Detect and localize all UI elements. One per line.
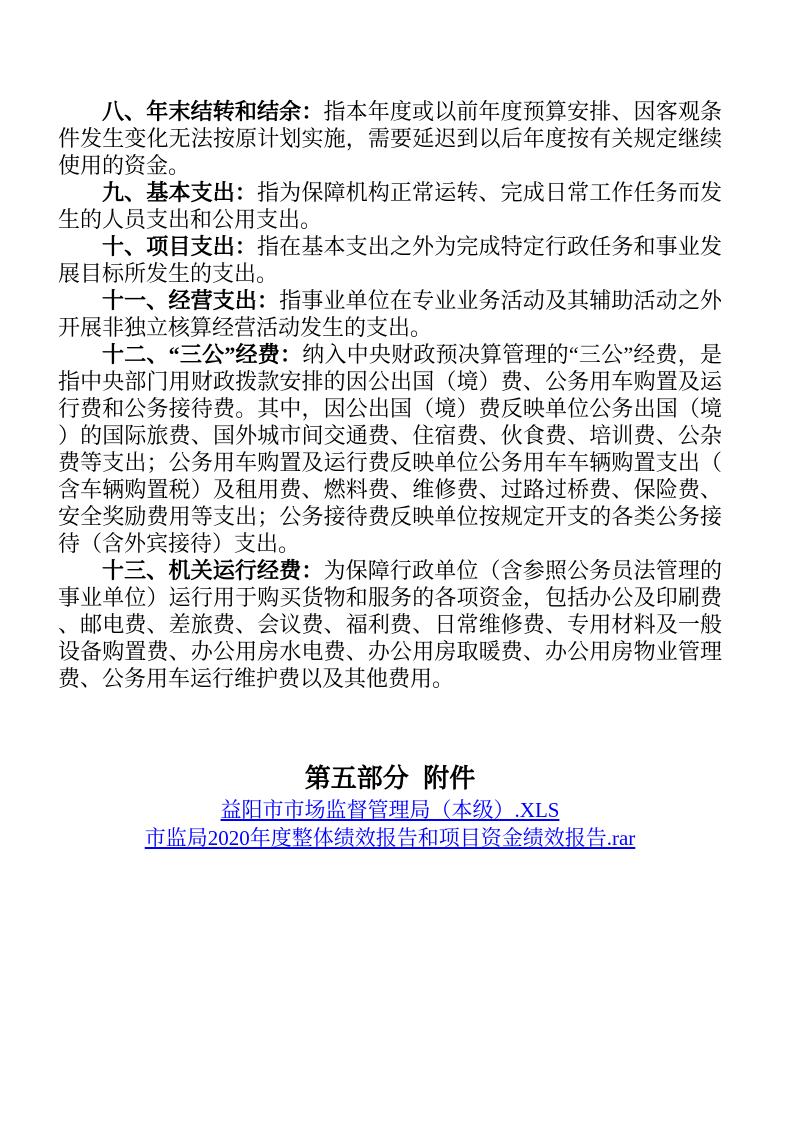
definition-term: 十一、经营支出：: [102, 288, 280, 313]
definition-body: 指在基本支出之外为完成特定行政任务和事业发展目标所发生的支出。: [58, 234, 722, 286]
definition-paragraph: [58, 98, 722, 179]
definition-body: 指为保障机构正常运转、完成日常工作任务而发生的人员支出和公用支出。: [58, 180, 722, 232]
attachment-link-rar[interactable]: 市监局2020年度整体绩效报告和项目资金绩效报告.rar: [144, 826, 636, 850]
definition-paragraph: [58, 341, 722, 557]
definition-body: 为保障行政单位（含参照公务员法管理的事业单位）运行用于购买货物和服务的各项资金，包括办公及印刷费、邮电费、差旅费、会议费、福利费、日常维修费、专用材料及一般设备购置费、办公用房水电费、办公用房取暖费、办公用房物业管理费、公务用车运行维护费以及其他费用。: [58, 558, 722, 691]
definition-body: 指本年度或以前年度预算安排、因客观条件发生变化无法按原计划实施，需要延迟到以后年度按有关规定继续使用的资金。: [58, 99, 722, 178]
definition-paragraph: [58, 179, 722, 233]
definition-paragraph: [58, 233, 722, 287]
attachment-link-xls[interactable]: 益阳市市场监督管理局（本级）.XLS: [220, 798, 560, 822]
definition-body: 指事业单位在专业业务活动及其辅助活动之外开展非独立核算经营活动发生的支出。: [58, 288, 722, 340]
section-title: 第五部分 附件: [304, 764, 476, 793]
definition-term: 十二、“三公”经费：: [102, 342, 303, 367]
definition-paragraph: [58, 287, 722, 341]
definition-term: 十三、机关运行经费：: [102, 558, 324, 583]
definition-term: 十、项目支出：: [102, 234, 258, 259]
definition-paragraph: [58, 557, 722, 692]
definition-term: 九、基本支出：: [102, 180, 258, 205]
definition-body: 纳入中央财政预决算管理的“三公”经费，是指中央部门用财政拨款安排的因公出国（境）费、公务用车购置及运行费和公务接待费。其中，因公出国（境）费反映单位公务出国（境）的国际旅费、国外城市间交通费、住宿费、伙食费、培训费、公杂费等支出；公务用车购置及运行费反映单位公务用车车辆购置支出（含车辆购置税）及租用费、燃料费、维修费、过路过桥费、保险费、安全奖励费用等支出；公务接待费反映单位按规定开支的各类公务接待（含外宾接待）支出。: [58, 342, 722, 556]
attachment-list: [58, 796, 722, 852]
definition-term: 八、年末结转和结余：: [102, 99, 324, 124]
